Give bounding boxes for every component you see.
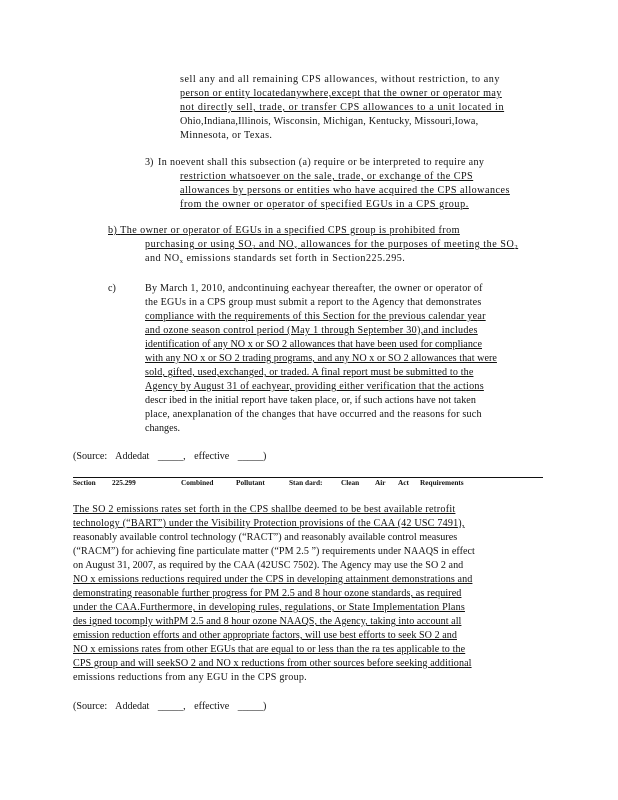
text-line: not directly sell, trade, or transfer CPS allowances to a unit located in	[180, 102, 505, 113]
text-line: on August 31, 2007, as required by the CAA (42USC 7502). The Agency may use the SO 2 and	[73, 560, 464, 571]
text-line: from the owner or operator of specified EGUs in a CPS group.	[180, 199, 469, 210]
text-line: under the CAA.Furthermore, in developing rules, regulations, or State Implementation Plans	[73, 602, 465, 613]
item-3-text	[158, 156, 528, 212]
text-line: the EGUs in a CPS group must submit a report to the Agency that demonstrates	[145, 297, 482, 308]
text-line	[108, 252, 548, 266]
item-c-label: c)	[108, 283, 116, 294]
subscript: x	[294, 244, 298, 251]
source-note-1: (Source: Addedat _____, effective _____)	[73, 451, 267, 462]
source-note-2: (Source: Addedat _____, effective _____)	[73, 701, 267, 712]
item-b-line-1: The owner or operator of EGUs in a specified CPS group is prohibited from	[120, 225, 460, 236]
item-b	[108, 224, 548, 266]
text-line: des igned tocomply withPM 2.5 and 8 hour ozone NAAQS, the Agency, taking into account all	[73, 616, 462, 627]
item-b-text: and NO	[255, 239, 295, 250]
section-title-word: Air	[375, 478, 386, 487]
text-line: and ozone season control period (May 1 through September 30),and includes	[145, 325, 478, 336]
text-line: Ohio,Indiana,Illinois, Wisconsin, Michigan, Kentucky, Missouri,Iowa,	[180, 116, 479, 127]
text-line: Minnesota, or Texas.	[180, 130, 273, 141]
text-line: descr ibed in the initial report have taken place, or, if such actions have not taken	[145, 395, 476, 406]
subscript: 2	[514, 244, 519, 251]
text-line	[108, 238, 548, 252]
section-title-word: Clean	[341, 478, 360, 487]
text-line: place, anexplanation of the changes that have occurred and the reasons for such	[145, 409, 482, 420]
text-line: emission reduction efforts and other appropriate factors, will use best efforts to seek SO 2 and	[73, 630, 457, 641]
item-b-text: purchasing or using SO	[145, 239, 253, 250]
text-line: sold, gifted, used,exchanged, or traded. A final report must be submitted to the	[145, 367, 474, 378]
item-b-text: and NO	[145, 253, 180, 264]
section-title-word: Combined	[181, 478, 214, 487]
text-line: (“RACM”) for achieving fine particulate matter (“PM 2.5 ”) requirements under NAAQS in effect	[73, 546, 475, 557]
text-line: restriction whatsoever on the sale, trade, or exchange of the CPS	[180, 171, 474, 182]
item-c-text	[145, 282, 535, 436]
section-title-word: Requirements	[420, 478, 464, 487]
text-line: By March 1, 2010, andcontinuing eachyear thereafter, the owner or operator of	[145, 283, 483, 294]
text-line: sell any and all remaining CPS allowances, without restriction, to any	[180, 74, 500, 85]
text-line	[108, 224, 548, 238]
text-line: NO x emissions reductions required under the CPS in developing attainment demonstrations and	[73, 574, 473, 585]
text-line: demonstrating reasonable further progress for PM 2.5 and 8 hour ozone standards, as required	[73, 588, 462, 599]
text-line: changes.	[145, 423, 181, 434]
text-line: CPS group and will seekSO 2 and NO x reductions from other sources before seeking additional	[73, 658, 472, 669]
subscript: x	[179, 258, 184, 265]
section-heading	[73, 477, 543, 487]
text-line: In noevent shall this subsection (a) require or be interpreted to require any	[158, 157, 485, 168]
text-line: allowances by persons or entities who have acquired the CPS allowances	[180, 185, 510, 196]
item-b-label: b)	[108, 225, 118, 236]
text-line: compliance with the requirements of this Section for the previous calendar year	[145, 311, 486, 322]
section-body-paragraph	[73, 503, 533, 685]
paragraph-a2-continuation	[180, 73, 520, 143]
text-line: emissions reductions from any EGU in the CPS group.	[73, 672, 307, 683]
text-line: NO x emissions rates from other EGUs that are equal to or less than the ra tes applicable to the	[73, 644, 466, 655]
item-b-text: allowances for the purposes of meeting the SO	[297, 239, 515, 250]
section-title-word: Pollutant	[236, 478, 265, 487]
section-title-word: Stan dard:	[289, 478, 323, 487]
text-line: Agency by August 31 of eachyear, providing either verification that the actions	[145, 381, 484, 392]
text-line: with any NO x or SO 2 trading programs, and any NO x or SO 2 allowances that were	[145, 353, 497, 364]
subscript: 2	[252, 244, 256, 251]
text-line: person or entity locatedanywhere,except that the owner or operator may	[180, 88, 502, 99]
item-b-text: emissions standards set forth in Section225.295.	[183, 253, 406, 264]
section-title-word: Act	[398, 478, 409, 487]
text-line: technology (“BART”) under the Visibility Protection provisions of the CAA (42 USC 7491),	[73, 518, 465, 529]
section-label: Section	[73, 478, 96, 487]
item-3-label: 3)	[145, 157, 154, 168]
section-number: 225.299	[112, 478, 136, 487]
text-line: The SO 2 emissions rates set forth in the CPS shallbe deemed to be best available retrofit	[73, 504, 456, 515]
text-line: reasonably available control technology (“RACT”) and reasonably available control measures	[73, 532, 458, 543]
text-line: identification of any NO x or SO 2 allowances that have been used for compliance	[145, 339, 482, 350]
